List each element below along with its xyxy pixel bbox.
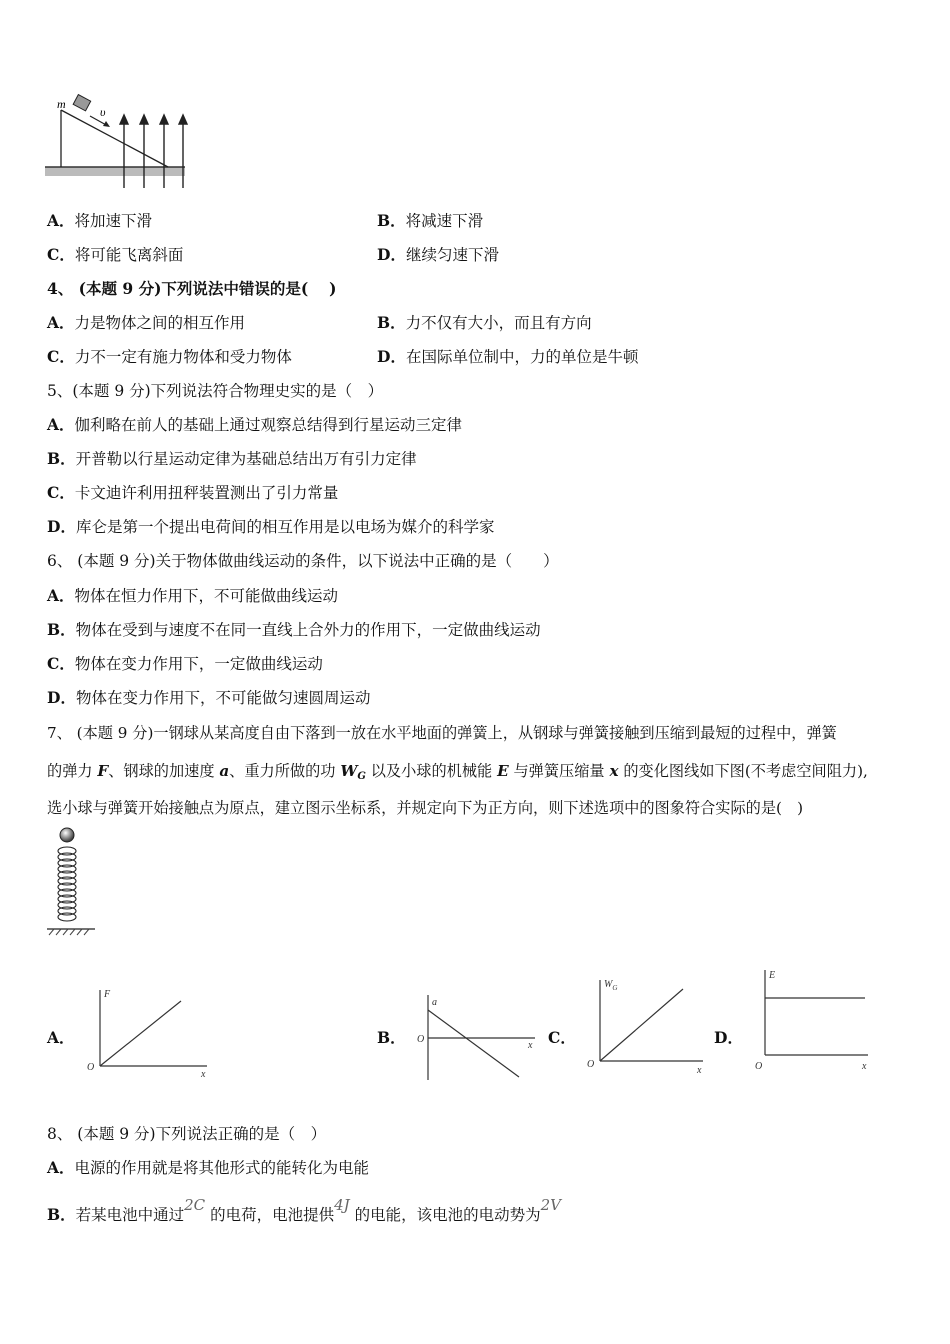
q6-option-d[interactable] <box>47 688 370 708</box>
q5-option-c[interactable] <box>47 483 338 503</box>
text-part: 以及小球的机械能 <box>365 762 498 780</box>
q3-option-d[interactable] <box>377 245 499 265</box>
graph-a-origin: O <box>87 1062 95 1073</box>
q5-option-d[interactable] <box>47 517 494 537</box>
q8-option-b[interactable] <box>47 1196 562 1225</box>
option-text: 力是物体之间的相互作用 <box>74 314 246 332</box>
q4-option-d[interactable] <box>377 347 638 367</box>
graph-c-line <box>600 989 683 1061</box>
graph-b[interactable] <box>410 990 540 1085</box>
var-a: a <box>219 762 230 780</box>
graph-b-line <box>428 1010 519 1077</box>
block <box>73 95 91 111</box>
math-4j: 4J <box>334 1196 350 1214</box>
option-letter: C． <box>47 483 75 502</box>
graph-b-xlabel: x <box>528 1040 533 1051</box>
text-part: 与弹簧压缩量 <box>508 762 610 780</box>
option-letter: B． <box>47 620 76 639</box>
field-arrows <box>120 115 187 188</box>
var-x: x <box>609 762 619 780</box>
q4-stem: 4、 (本题 9 分)下列说法中错误的是( ) <box>47 279 337 298</box>
graph-c-origin: O <box>587 1059 595 1070</box>
graph-c-xlabel: x <box>697 1065 702 1076</box>
text-part: 的变化图线如下图(不考虑空间阻力), <box>618 762 868 780</box>
option-letter: C． <box>47 654 75 673</box>
graph-d[interactable] <box>750 965 875 1075</box>
graph-a-ylabel: F <box>104 989 111 1000</box>
option-text: 伽利略在前人的基础上通过观察总结得到行星运动三定律 <box>74 416 463 434</box>
q7-option-d[interactable] <box>714 1028 743 1048</box>
graph-c[interactable] <box>585 975 710 1080</box>
q6-option-a[interactable] <box>47 586 338 606</box>
option-letter: C． <box>47 245 75 264</box>
option-letter: C． <box>548 1028 576 1047</box>
option-text: 库仑是第一个提出电荷间的相互作用是以电场为媒介的科学家 <box>75 518 495 536</box>
option-text: 物体在变力作用下，不可能做匀速圆周运动 <box>75 689 371 707</box>
graph-b-origin: O <box>417 1034 425 1045</box>
option-letter: B． <box>47 1205 76 1224</box>
var-f: F <box>97 762 109 780</box>
q6-option-b[interactable] <box>47 620 541 640</box>
graph-d-ylabel: E <box>769 970 776 981</box>
option-letter: D． <box>47 517 76 536</box>
q3-option-b[interactable] <box>377 211 483 231</box>
q5-stem: 5、(本题 9 分)下列说法符合物理史实的是（ ） <box>47 382 384 400</box>
velocity-label: υ <box>100 105 106 119</box>
q8-option-a[interactable] <box>47 1158 369 1178</box>
option-text: 在国际单位制中，力的单位是牛顿 <box>405 348 639 366</box>
option-letter: A． <box>47 313 75 332</box>
q3-option-c[interactable] <box>47 245 183 265</box>
option-letter: D． <box>377 245 406 264</box>
text-part: 的电能，该电池的电动势为 <box>354 1206 541 1224</box>
option-letter: D． <box>47 688 76 707</box>
q4-option-a[interactable] <box>47 313 245 333</box>
option-letter: A． <box>47 586 75 605</box>
math-2c: 2C <box>184 1196 206 1214</box>
option-text: 力不一定有施力物体和受力物体 <box>74 348 292 366</box>
q4-option-b[interactable] <box>377 313 592 333</box>
var-w-sub: G <box>357 771 366 782</box>
option-text: 继续匀速下滑 <box>405 246 499 264</box>
text-part: 若某电池中通过 <box>75 1206 185 1224</box>
option-letter: A． <box>47 415 75 434</box>
option-letter: A． <box>47 1158 75 1177</box>
math-2v: 2V <box>540 1196 562 1214</box>
text-part: 、重力所做的功 <box>229 762 341 780</box>
graph-d-origin: O <box>755 1061 763 1072</box>
option-text: 开普勒以行星运动定律为基础总结出万有引力定律 <box>75 450 417 468</box>
option-text: 将加速下滑 <box>74 212 153 230</box>
graph-c-ylabel-main: W <box>604 979 613 990</box>
option-text: 电源的作用就是将其他形式的能转化为电能 <box>74 1159 370 1177</box>
graph-d-xlabel: x <box>862 1061 867 1072</box>
option-text: 物体在变力作用下，一定做曲线运动 <box>74 655 323 673</box>
graph-b-ylabel: a <box>432 997 437 1008</box>
text-part: 、钢球的加速度 <box>108 762 220 780</box>
q7-option-c[interactable] <box>548 1028 576 1048</box>
graph-a-line <box>100 1001 181 1066</box>
graph-a-xlabel: x <box>201 1069 206 1080</box>
option-letter: D． <box>377 347 406 366</box>
option-text: 卡文迪许利用扭秤装置测出了引力常量 <box>74 484 339 502</box>
q8-stem: 8、 (本题 9 分)下列说法正确的是（ ） <box>47 1125 327 1143</box>
q5-option-a[interactable] <box>47 415 462 435</box>
option-letter: A． <box>47 1028 75 1047</box>
q3-option-a[interactable] <box>47 211 152 231</box>
graph-a[interactable] <box>85 985 215 1080</box>
text-part: 的弹力 <box>47 762 98 780</box>
option-text: 物体在恒力作用下，不可能做曲线运动 <box>74 587 339 605</box>
q7-line-1: 7、 (本题 9 分)一钢球从某高度自由下落到一放在水平地面的弹簧上，从钢球与弹簧接触到压缩到最短的过程中，弹簧 <box>47 724 837 742</box>
incline-slope <box>61 110 168 167</box>
q7-line-3: 选小球与弹簧开始接触点为原点，建立图示坐标系，并规定向下为正方向，则下述选项中的图象符合实际的是( ) <box>47 799 804 817</box>
option-letter: D． <box>714 1028 743 1047</box>
graph-c-ylabel-sub: G <box>612 984 618 992</box>
incline-figure <box>40 90 200 195</box>
option-letter: B． <box>377 313 406 332</box>
steel-ball <box>60 828 74 842</box>
option-text: 将减速下滑 <box>405 212 484 230</box>
option-text: 力不仅有大小，而且有方向 <box>405 314 592 332</box>
q7-option-b[interactable] <box>377 1028 406 1048</box>
option-text: 将可能飞离斜面 <box>74 246 184 264</box>
q7-option-a[interactable] <box>47 1028 75 1048</box>
spring-coils <box>58 847 76 921</box>
q6-option-c[interactable] <box>47 654 323 674</box>
option-letter: B． <box>377 1028 406 1047</box>
q7-line-2 <box>47 761 868 787</box>
q6-stem: 6、 (本题 9 分)关于物体做曲线运动的条件，以下说法中正确的是（ ） <box>47 552 559 570</box>
option-letter: A． <box>47 211 75 230</box>
option-letter: C． <box>47 347 75 366</box>
graph-c-ylabel <box>604 979 617 992</box>
q5-option-b[interactable] <box>47 449 417 469</box>
text-part: 的电荷，电池提供 <box>210 1206 335 1224</box>
var-w: W <box>340 762 358 780</box>
mass-label: m <box>57 97 66 111</box>
spring-figure <box>45 826 105 938</box>
option-letter: B． <box>377 211 406 230</box>
var-e: E <box>497 762 509 780</box>
q4-option-c[interactable] <box>47 347 292 367</box>
option-text: 物体在受到与速度不在同一直线上合外力的作用下，一定做曲线运动 <box>75 621 541 639</box>
option-letter: B． <box>47 449 76 468</box>
